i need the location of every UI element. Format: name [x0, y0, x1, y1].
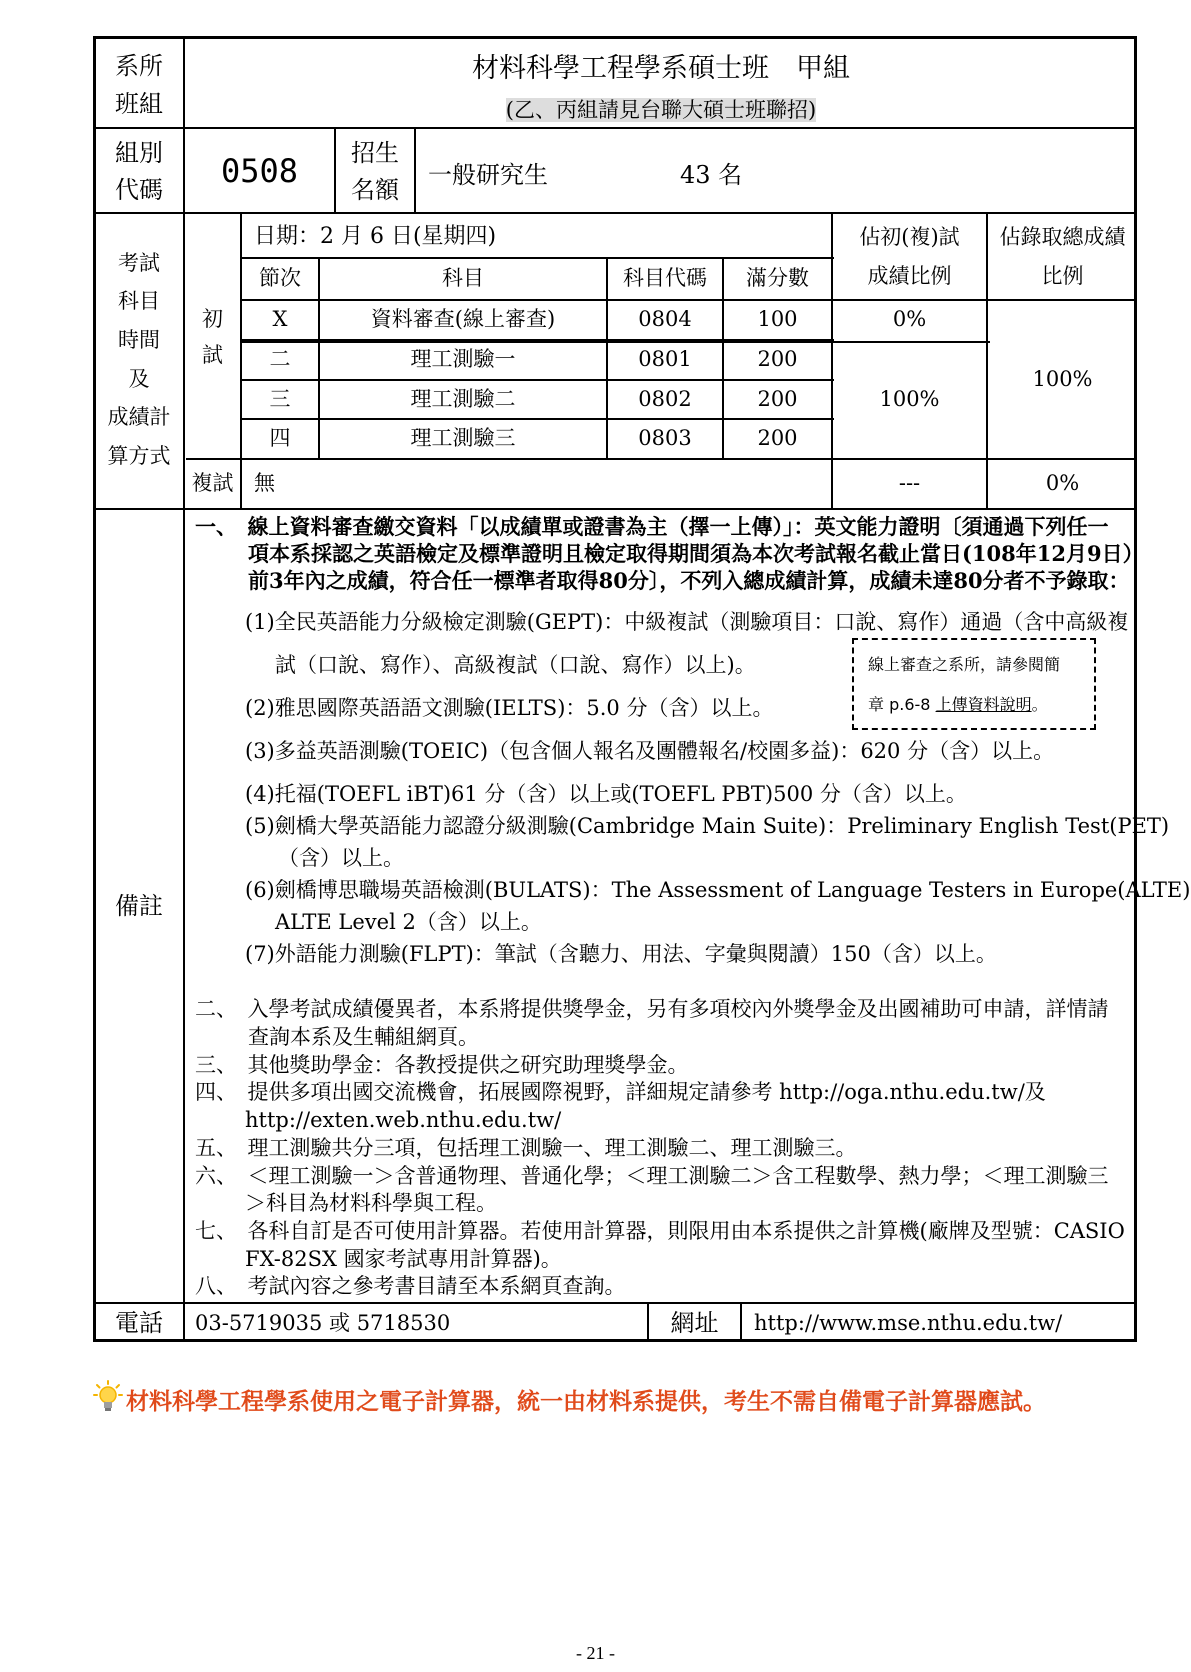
table-row-subject: 理工測驗一	[410, 347, 516, 371]
english-req-line: （含）以上。	[278, 846, 404, 870]
remarks-label: 備註	[115, 892, 163, 920]
table-row-session: 二	[269, 347, 291, 371]
english-req-line: (1)全民英語能力分級檢定測驗(GEPT)：中級複試（測驗項目：口說、寫作）通過（含中高級複	[245, 610, 1129, 634]
total-ratio-header-2: 比例	[1041, 264, 1084, 288]
callout-text: 章 p.6-8	[868, 695, 936, 714]
col-session: 節次	[259, 266, 301, 290]
table-row-full: 200	[757, 347, 798, 371]
remark-1-line: 項本系採認之英語檢定及標準證明且檢定取得期間須為本次考試報名截止當日(108年12月9日）	[248, 541, 1144, 566]
remark-1-line: 前3年內之成績，符合任一標準者取得80分〕，不列入總成績計算，成績未達80分者不予錄取：	[248, 568, 1130, 593]
ratio-first-x: 0%	[892, 307, 927, 331]
english-req-line: 試（口說、寫作）、高級複試（口說、寫作）以上)。	[275, 653, 756, 677]
calculator-notice: 材料科學工程學系使用之電子計算器，統一由材料系提供，考生不需自備電子計算器應試。	[126, 1389, 1046, 1415]
dept-label-1: 系所	[115, 52, 163, 80]
ratio-first-rest: 100%	[879, 387, 940, 411]
dept-label-2: 班組	[115, 90, 163, 118]
first-ratio-header-1: 佔初(複)試	[859, 225, 960, 249]
student-type: 一般研究生	[428, 161, 548, 189]
remark-line: 七、 各科自訂是否可使用計算器。若使用計算器，則限用由本系提供之計算機(廠牌及型號：CASIO	[195, 1219, 1125, 1243]
divider	[240, 418, 834, 420]
col-code: 科目代碼	[623, 266, 707, 290]
divider	[93, 212, 1137, 214]
quota-label-1: 招生	[351, 139, 399, 167]
lightbulb-icon	[93, 1380, 123, 1414]
divider	[93, 508, 1137, 510]
second-exam-label: 複試	[191, 471, 234, 495]
table-row-subject: 理工測驗三	[410, 426, 516, 450]
divider	[831, 212, 833, 508]
remark-line: FX-82SX 國家考試專用計算器)。	[245, 1247, 562, 1271]
exam-label-2: 科目	[118, 289, 160, 313]
group-code: 0508	[220, 152, 299, 190]
table-row-full: 200	[757, 426, 798, 450]
table-row-subject: 理工測驗二	[410, 387, 516, 411]
divider	[93, 1302, 1137, 1304]
divider	[240, 299, 1137, 301]
code-label-2: 代碼	[115, 176, 163, 204]
phone-number: 03-5719035 或 5718530	[195, 1311, 451, 1335]
first-label-2: 試	[202, 343, 223, 367]
remark-line: 四、 提供多項出國交流機會，拓展國際視野，詳細規定請參考 http://oga.nthu.edu.tw/及	[195, 1080, 1046, 1104]
second-ratio: ---	[898, 471, 921, 495]
total-ratio-header-1: 佔錄取總成績	[999, 225, 1126, 249]
upload-info-callout	[852, 638, 1096, 730]
divider	[93, 127, 1137, 129]
remark-line: 查詢本系及生輔組網頁。	[248, 1025, 479, 1049]
code-label-1: 組別	[115, 139, 163, 167]
exam-date: 日期：2 月 6 日(星期四)	[254, 224, 497, 249]
table-row-full: 200	[757, 387, 798, 411]
table-row-code: 0804	[638, 307, 692, 331]
first-label-1: 初	[202, 307, 223, 331]
dept-note-wrap	[185, 100, 1137, 121]
english-req-line: (7)外語能力測驗(FLPT)：筆試（含聽力、用法、字彙與閱讀）150（含）以上。	[245, 942, 997, 966]
exam-label-3: 時間	[118, 328, 160, 352]
english-req-line: (3)多益英語測驗(TOEIC)（包含個人報名及團體報名/校園多益)：620 分（含）以上。	[245, 739, 1055, 763]
english-req-line: (5)劍橋大學英語能力認證分級測驗(Cambridge Main Suite)：Preliminary English Test(PET)	[245, 814, 1170, 838]
table-row-session: X	[272, 307, 288, 331]
callout-line-1: 線上審查之系所，請參閱簡	[868, 655, 1061, 674]
website-label: 網址	[670, 1309, 719, 1337]
divider	[986, 212, 988, 508]
quota-value: 43 名	[680, 161, 743, 189]
col-full: 滿分數	[746, 266, 809, 290]
divider	[240, 257, 834, 259]
english-req-line: (2)雅思國際英語語文測驗(IELTS)：5.0 分（含）以上。	[245, 696, 774, 720]
table-row-code: 0801	[638, 347, 692, 371]
quota-label-2: 名額	[351, 176, 399, 204]
exam-label-1: 考試	[118, 251, 160, 275]
website-link[interactable]: http://www.mse.nthu.edu.tw/	[754, 1311, 1063, 1335]
divider	[240, 341, 990, 343]
callout-line-2	[868, 694, 1094, 716]
remark-line: 二、 入學考試成績優異者，本系將提供獎學金，另有多項校內外獎學金及出國補助可申請，詳情請	[195, 997, 1109, 1021]
divider	[414, 127, 416, 212]
english-req-line: (4)托福(TOEFL iBT)61 分（含）以上或(TOEFL PBT)500 分（含）以上。	[245, 782, 967, 806]
divider	[240, 379, 834, 381]
remark-line: 八、 考試內容之參考書目請至本系網頁查詢。	[195, 1274, 626, 1298]
page-number: - 21 -	[576, 1643, 615, 1663]
ratio-total: 100%	[1032, 367, 1093, 391]
table-row-full: 100	[757, 307, 798, 331]
divider	[183, 36, 185, 1342]
remark-line: 三、 其他獎助學金：各教授提供之研究助理獎學金。	[195, 1053, 689, 1077]
exam-label-5: 成績計	[107, 405, 171, 429]
callout-text: 。	[1031, 695, 1048, 714]
table-row-code: 0803	[638, 426, 692, 450]
dept-name: 材料科學工程學系碩士班 甲組	[472, 53, 850, 84]
phone-label: 電話	[115, 1309, 163, 1337]
remark-line: ＞科目為材料科學與工程。	[245, 1191, 497, 1215]
dept-note: (乙、丙組請見台聯大碩士班聯招)	[505, 98, 817, 122]
divider	[740, 1302, 742, 1342]
divider	[186, 458, 1137, 460]
english-req-line: ALTE Level 2（含）以上。	[275, 910, 542, 934]
col-subject: 科目	[442, 266, 484, 290]
table-row-session: 四	[269, 426, 291, 450]
table-row-session: 三	[269, 387, 291, 411]
exam-label-4: 及	[128, 367, 150, 391]
english-req-line: (6)劍橋博思職場英語檢測(BULATS)：The Assessment of Language Testers in Europe(ALTE)	[245, 878, 1191, 902]
exam-label-6: 算方式	[107, 444, 171, 468]
second-exam-value: 無	[254, 471, 275, 495]
table-row-code: 0802	[638, 387, 692, 411]
remark-1-line: 一、 線上資料審查繳交資料「以成績單或證書為主（擇一上傳）」：英文能力證明〔須通過下列任一	[195, 514, 1109, 539]
first-ratio-header-2: 成績比例	[867, 264, 952, 288]
remark-line: http://exten.web.nthu.edu.tw/	[245, 1108, 562, 1132]
table-row-subject: 資料審查(線上審查)	[370, 307, 556, 331]
remark-line: 六、 ＜理工測驗一＞含普通物理、普通化學；＜理工測驗二＞含工程數學、熱力學；＜理工測驗三	[195, 1164, 1109, 1188]
upload-info-link[interactable]: 上傳資料說明	[935, 695, 1032, 714]
remark-line: 五、 理工測驗共分三項，包括理工測驗一、理工測驗二、理工測驗三。	[195, 1136, 857, 1160]
second-total: 0%	[1045, 471, 1080, 495]
